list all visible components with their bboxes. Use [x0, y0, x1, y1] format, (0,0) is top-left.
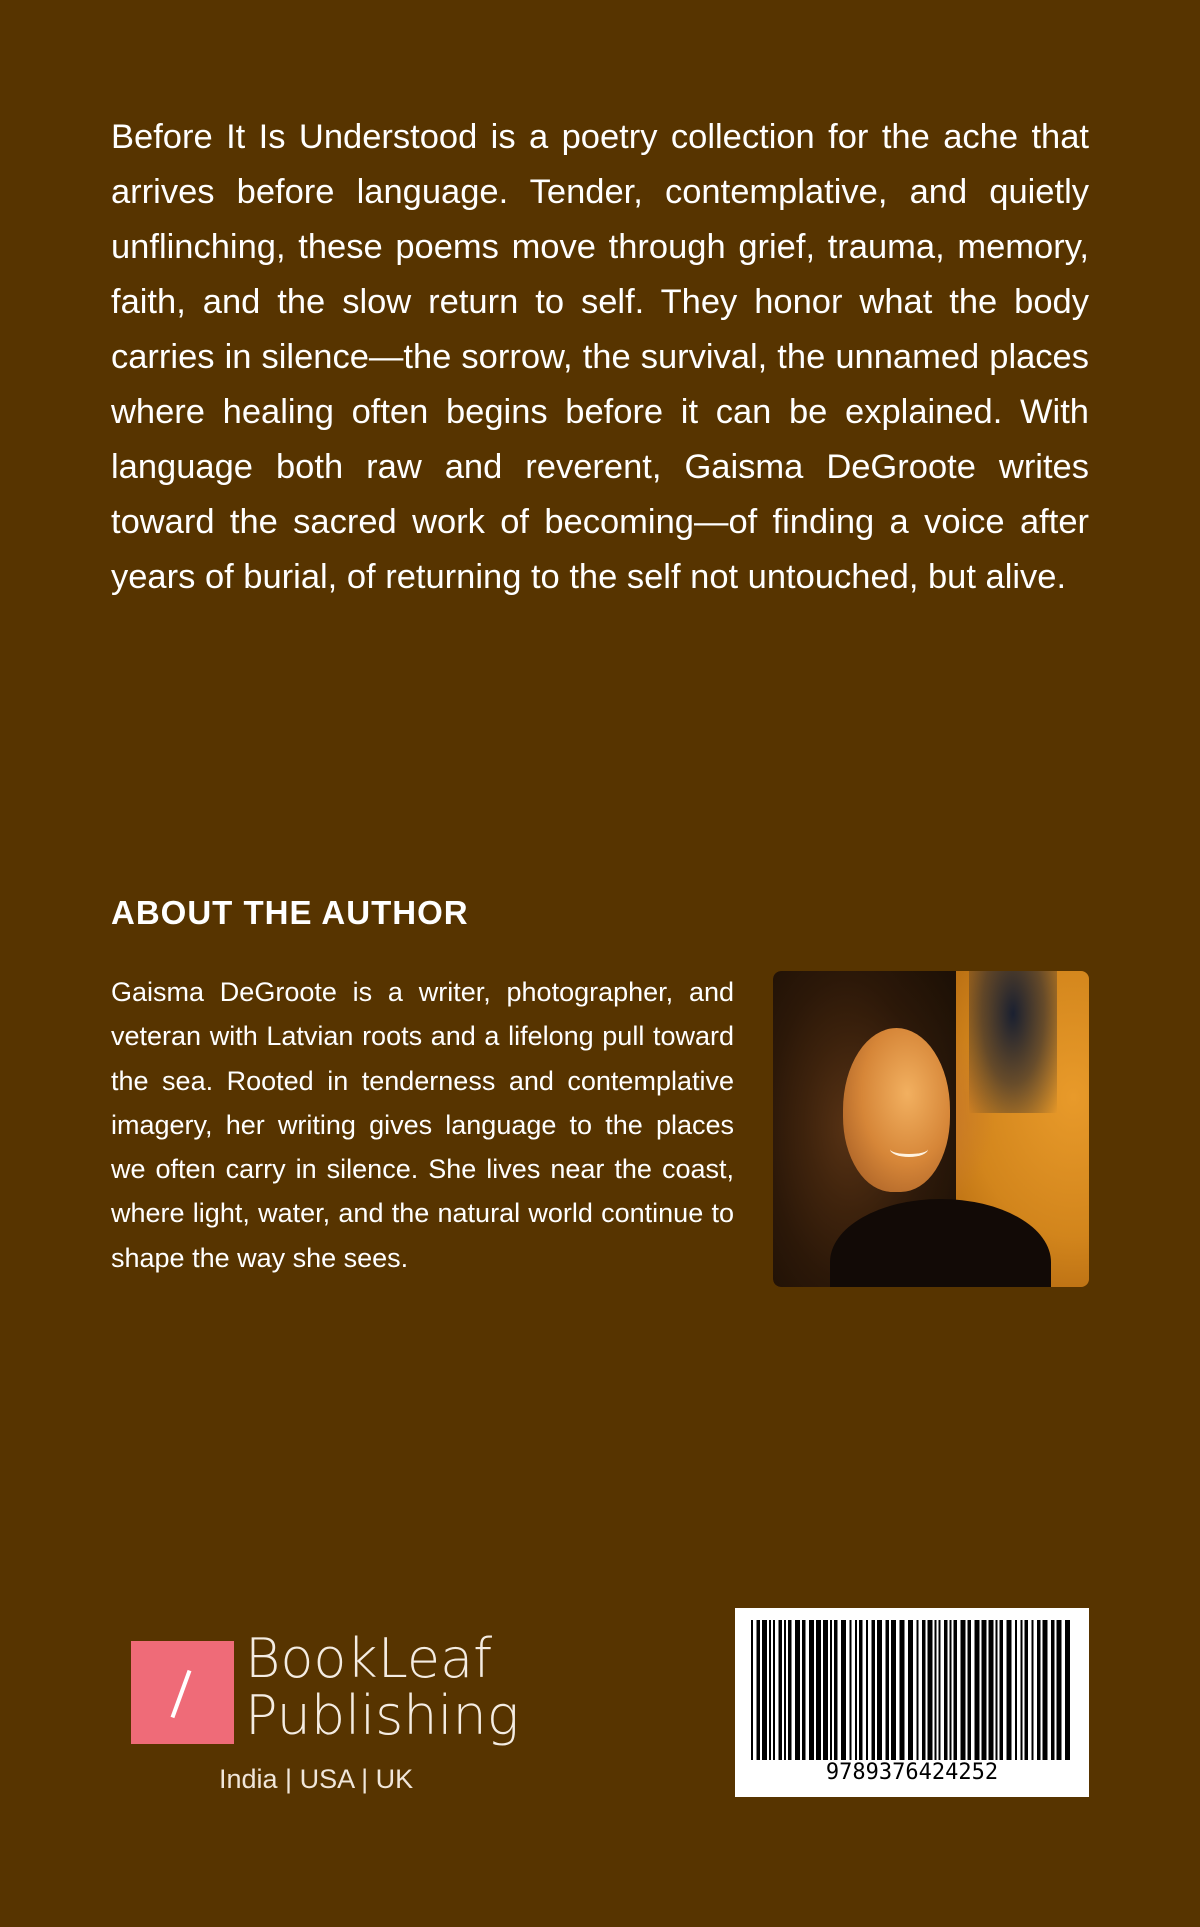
publisher-name: [245, 1627, 520, 1747]
barcode-bar: [834, 1620, 838, 1760]
barcode-bar: [922, 1620, 926, 1760]
barcode-bar: [779, 1620, 783, 1760]
about-author-heading: ABOUT THE AUTHOR: [111, 894, 469, 931]
barcode-bar: [773, 1620, 775, 1760]
publisher-name-line1: BookLeaf: [245, 1627, 493, 1690]
barcode-bar: [944, 1620, 948, 1760]
barcode-bar: [809, 1620, 814, 1760]
barcode-bar: [961, 1620, 966, 1760]
barcode-bar: [928, 1620, 933, 1760]
barcode-bar: [877, 1620, 882, 1760]
barcode-bar: [1000, 1620, 1004, 1760]
publisher-name-line2: Publishing: [245, 1684, 520, 1747]
barcode-bar: [891, 1620, 896, 1760]
barcode-bar: [788, 1620, 792, 1760]
barcode-bar: [1032, 1620, 1034, 1760]
barcode-bar: [1065, 1620, 1070, 1760]
barcode-bar: [1051, 1620, 1055, 1760]
barcode-bar: [830, 1620, 832, 1760]
barcode-bar: [982, 1620, 987, 1760]
barcode-bar: [751, 1620, 753, 1760]
barcode-bar: [757, 1620, 761, 1760]
barcode-bar: [872, 1620, 876, 1760]
barcode-bar: [917, 1620, 919, 1760]
barcode: [735, 1608, 1089, 1797]
barcode-bar: [968, 1620, 972, 1760]
barcode-bar: [769, 1620, 771, 1760]
barcode-bar: [866, 1620, 868, 1760]
barcode-bar: [802, 1620, 806, 1760]
barcode-bar: [855, 1620, 857, 1760]
barcode-bar: [935, 1620, 937, 1760]
back-cover-blurb: Before It Is Understood is a poetry collection for the ache that arrives before language. Tender, contemplative, and quietly unflinching, these poems move through grief, trauma, memory, faith, and the slow return to self. They honor what the body carries in silence—the sorrow, the survival, the unnamed places where healing often begins before it can be explained. With language both raw and reverent, Gaisma DeGroote writes toward the sacred work of becoming—of finding a voice after years of burial, of returning to the self not untouched, but alive.: [111, 118, 1089, 596]
barcode-bar: [1025, 1620, 1029, 1760]
barcode-bar: [795, 1620, 800, 1760]
barcode-bar: [989, 1620, 994, 1760]
author-photo: [773, 971, 1089, 1287]
barcode-number: 9789376424252: [825, 1760, 999, 1785]
barcode-bar: [859, 1620, 863, 1760]
barcode-bar: [996, 1620, 998, 1760]
publisher-logo-icon: [131, 1641, 234, 1744]
barcode-bar: [762, 1620, 767, 1760]
barcode-bar: [939, 1620, 941, 1760]
about-author-text: Gaisma DeGroote is a writer, photographer, and veteran with Latvian roots and a lifelong pull toward the sea. Rooted in tenderness and contemplative imagery, her writing gives language to the places we often carry in silence. She lives near the coast, where light, water, and the natural world continue to shape the way she sees.: [111, 977, 734, 1273]
barcode-bar: [1037, 1620, 1041, 1760]
barcode-bar: [816, 1620, 821, 1760]
barcode-bar: [950, 1620, 952, 1760]
barcode-bar: [841, 1620, 846, 1760]
barcode-bar: [1043, 1620, 1048, 1760]
barcode-bar: [975, 1620, 980, 1760]
barcode-bar: [823, 1620, 828, 1760]
barcode-bar: [908, 1620, 913, 1760]
barcode-bar: [900, 1620, 905, 1760]
barcode-bar: [784, 1620, 786, 1760]
barcode-bar: [886, 1620, 890, 1760]
barcode-bar: [1015, 1620, 1017, 1760]
barcode-bar: [1007, 1620, 1012, 1760]
publisher-countries: India | USA | UK: [219, 1764, 414, 1794]
barcode-bar: [1057, 1620, 1062, 1760]
barcode-bar: [954, 1620, 958, 1760]
barcode-bar: [1021, 1620, 1023, 1760]
barcode-bar: [850, 1620, 852, 1760]
barcode-bars: [751, 1620, 1073, 1760]
